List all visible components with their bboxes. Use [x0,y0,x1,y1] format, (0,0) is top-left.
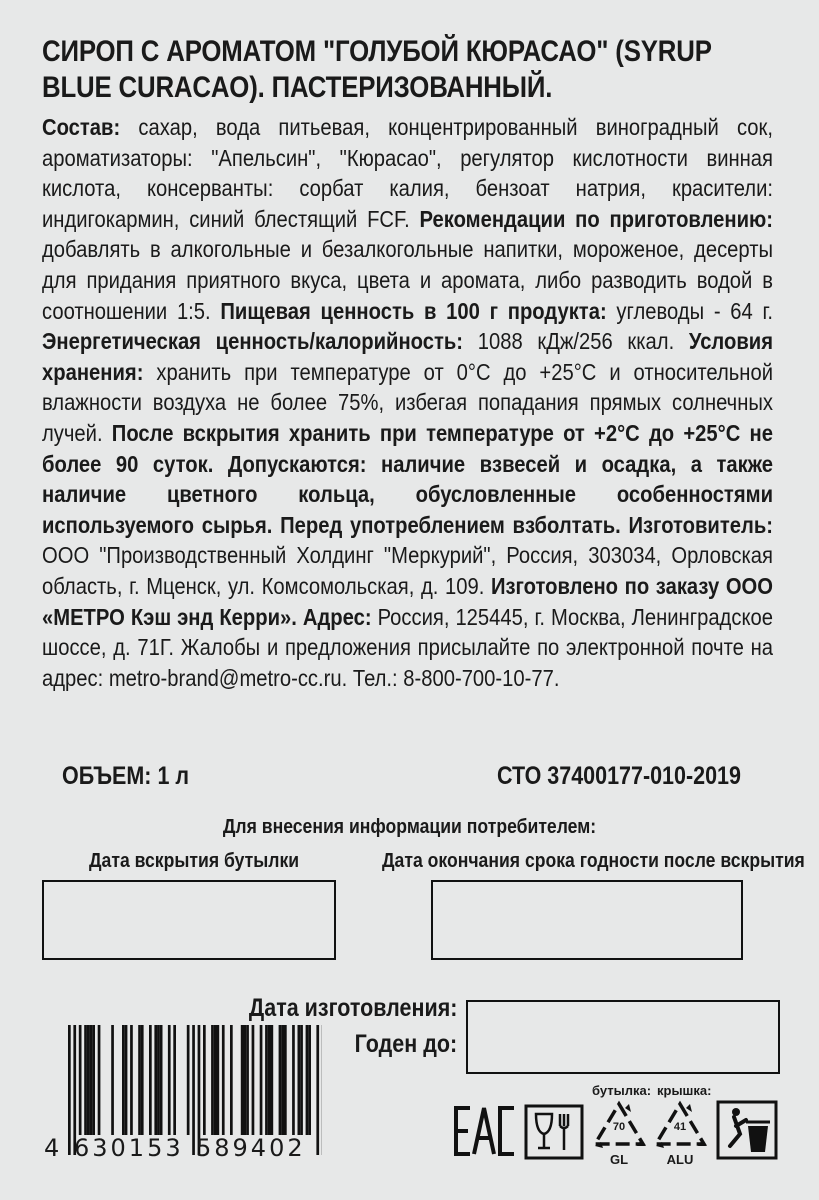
barcode-bar [125,1025,128,1135]
ordered-by-text: Изготовлено по заказу ООО «МЕТРО Кэш энд Керри». Адрес: [42,572,773,630]
consumer-note: Для внесения информации потребителем: [222,816,597,838]
barcode-bar [300,1025,303,1135]
product-description [42,112,773,693]
barcode-bar [157,1025,160,1135]
volume: ОБЪЕМ: 1 л [62,762,190,790]
barcode-bar [130,1025,133,1135]
barcode-bar [252,1025,255,1135]
nutrition-text: углеводы - 64 г. [606,297,774,324]
trash-bin-icon [716,1100,778,1160]
recommendation-label: Рекомендации по приготовлению: [419,205,773,232]
barcode-bar [92,1025,95,1135]
expiry-date-box[interactable] [431,880,743,960]
barcode-bar [154,1025,157,1135]
barcode-bar [271,1025,274,1135]
barcode-bar [173,1025,176,1135]
barcode-bar [98,1025,101,1135]
after-opening-text: После вскрытия хранить при температуре от +2°С до +25°С не более 90 суток. Допускаются: наличие взвесей и осадка, а также наличие цветного кольца, обусловленные особенностями используемого сырья. Перед употреблением взболтать. Изготовитель: [42,419,773,538]
food-contact-icon [524,1104,584,1160]
barcode-bar [192,1025,195,1155]
bottle-material: GL [609,1152,629,1167]
expiry-label: Дата окончания срока годности после вскрытия [382,850,805,872]
barcode-bar [281,1025,284,1135]
open-date-label: Дата вскрытия бутылки [89,850,300,872]
bottle-code: 70 [612,1121,626,1133]
energy-label: Энергетическая ценность/калорийность: [42,328,464,355]
cap-material-label: крышка: [657,1083,712,1098]
barcode-first-digit: 4 [44,1134,61,1162]
nutrition-label: Пищевая ценность в 100 г продукта: [220,297,607,324]
barcode-bar [308,1025,311,1135]
energy-text: 1088 кДж/256 ккал. [463,328,689,355]
barcode-bar [111,1025,114,1135]
barcode-bar [241,1025,244,1135]
address-text: Россия, 125445, г. Москва, Ленинградское шоссе, д. 71Г. Жалобы и предложения присылайте по электронной почте на адрес: metro-brand@metro-cc.ru. Тел.: 8-800-700-10-77. [42,603,774,691]
barcode-bar [268,1025,271,1135]
barcode-bar [138,1025,141,1135]
barcode-bar [214,1025,217,1135]
recommendation-text: добавлять в алкогольные и безалкогольные напитки, мороженое, десерты для придания приятного вкуса, цвета и аромата, либо разводить водой в соотношении 1:5. [42,236,773,324]
barcode-bar [90,1025,93,1135]
barcode-bar [203,1025,206,1135]
barcode-bar [298,1025,301,1135]
manufacture-date-label: Дата изготовления: [248,994,457,1022]
barcode-bar [306,1025,309,1135]
product-title: СИРОП С АРОМАТОМ "ГОЛУБОЙ КЮРАСАО" (SYRUP BLUE CURACAO). ПАСТЕРИЗОВАННЫЙ. [42,35,712,104]
eac-mark-icon [452,1104,518,1158]
barcode-bar [168,1025,171,1135]
standard-code: СТО 37400177-010-2019 [497,762,741,790]
cap-code: 41 [673,1121,687,1133]
barcode-bar [87,1025,90,1135]
storage-text: хранить при температуре от 0°С до +25°С и относительной влажности воздуха не более 75%, избегая попадания прямых солнечных лучей. [42,358,773,446]
bottle-material-label: бутылка: [592,1083,652,1098]
barcode-bar [122,1025,125,1135]
cap-material: ALU [666,1152,694,1167]
barcode-bar [79,1025,82,1135]
manufacturer-text: ООО "Производственный Холдинг "Меркурий", Россия, 303034, Орловская область, г. Мценск, ул. Комсомольская, д. 109. [42,542,773,599]
best-before-label: Годен до: [354,1030,457,1058]
open-date-box[interactable] [42,880,336,960]
barcode-bar [244,1025,247,1135]
barcode-bar [222,1025,225,1135]
barcode-group-2: 589402 [196,1134,306,1162]
barcode-bar [292,1025,295,1135]
barcode-bar [260,1025,263,1135]
barcode-bar [246,1025,249,1135]
barcode-bar [316,1025,319,1155]
storage-label: Условия хранения: [42,328,773,385]
barcode-bar [284,1025,287,1135]
composition-label: Состав: [42,114,121,140]
barcode-bar [230,1025,233,1135]
barcode-bar [160,1025,163,1135]
barcode-bar [279,1025,282,1135]
manufacture-date-box[interactable] [466,1000,780,1074]
barcode-bar [68,1025,71,1155]
barcode-bar [187,1025,190,1135]
barcode-bar [141,1025,144,1135]
barcode-bar [211,1025,214,1135]
barcode-bar [84,1025,87,1135]
composition-text: сахар, вода питьевая, концентрированный виноградный сок, ароматизаторы: "Апельсин", "Кюрасао", регулятор кислотности винная кислота, консерванты: сорбат калия, бензоат натрия, красители: индигокармин, синий блестящий FCF. [42,114,774,232]
barcode-bar [217,1025,220,1135]
barcode-group-1: 630153 [74,1134,184,1162]
barcode-bar [265,1025,268,1135]
barcode-bar [149,1025,152,1135]
